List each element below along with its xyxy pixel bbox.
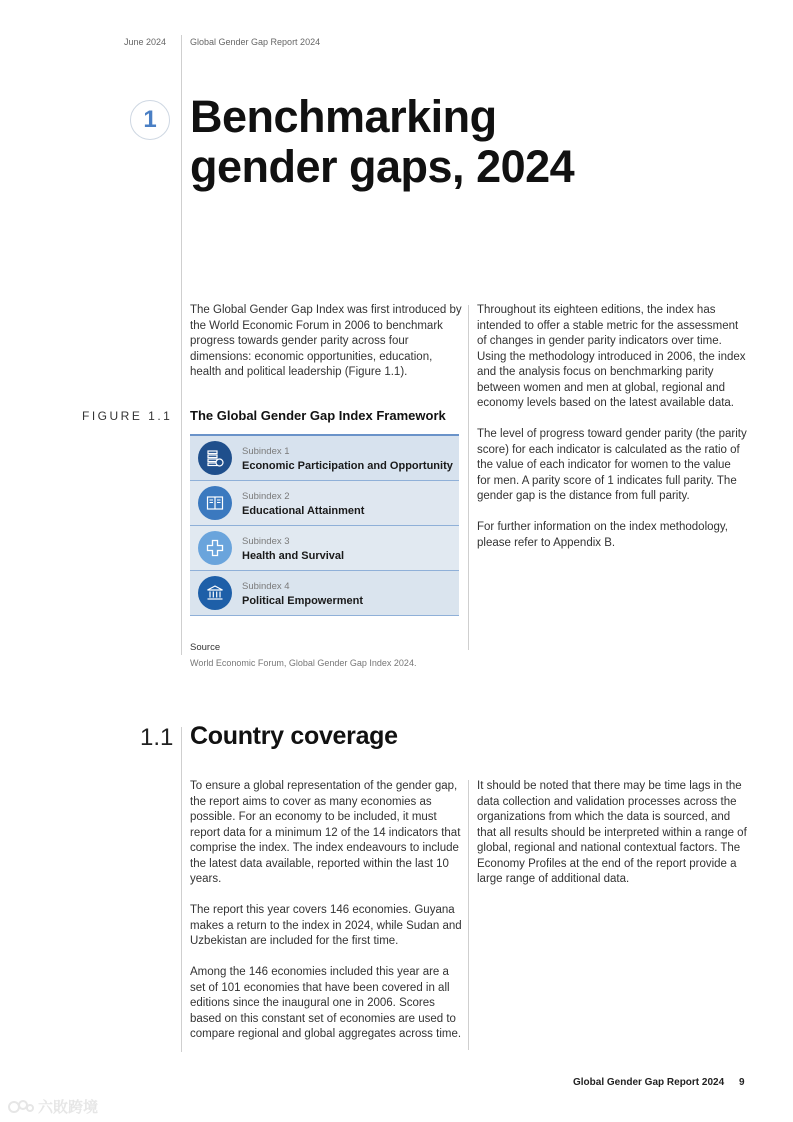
subindex-kicker: Subindex 1	[242, 446, 290, 457]
subindex-row	[190, 436, 459, 481]
watermark-logo-icon	[8, 1099, 34, 1115]
government-building-icon	[198, 576, 232, 610]
subindex-name: Educational Attainment	[242, 505, 365, 517]
section-left-paragraph: To ensure a global representation of the gender gap, the report aims to cover as many economies as possible. For an economy to be included, it must report data for a minimum 12 of the 14 indicators that comprise the index. The index endeavours to include the latest data available, reported within the last 10 years.	[190, 780, 461, 885]
watermark	[8, 1096, 98, 1117]
section-title: Country coverage	[190, 722, 398, 750]
section-right-column	[477, 779, 749, 903]
chapter-title	[190, 92, 750, 192]
source-label: Source	[190, 642, 221, 653]
subindex-kicker: Subindex 3	[242, 536, 290, 547]
section-left-column	[190, 779, 462, 1058]
subindex-name: Political Empowerment	[242, 595, 364, 607]
section-left-paragraph: The report this year covers 146 economies. Guyana makes a return to the index in 2024, while Sudan and Uzbekistan are included for the first time.	[190, 904, 462, 947]
source-text: World Economic Forum, Global Gender Gap Index 2024.	[190, 658, 417, 668]
framework-diagram	[190, 434, 459, 616]
subindex-row	[190, 571, 459, 616]
section-right-paragraph: It should be noted that there may be time lags in the data collection and validation processes across the organizations from which the data is sourced, and that all results should be interpreted within a range of global, regional and national contextual factors. The Economy Profiles at the end of the report provide a large range of additional data.	[477, 780, 747, 885]
intro-left-paragraph: The Global Gender Gap Index was first introduced by the World Economic Forum in 2006 to benchmark progress towards gender parity across four dimensions: economic opportunities, education, health and political leadership (Figure 1.1).	[190, 304, 462, 378]
health-cross-icon	[198, 531, 232, 565]
subindex-kicker: Subindex 4	[242, 581, 290, 592]
left-rule-bottom	[181, 727, 182, 1052]
subindex-name: Health and Survival	[242, 550, 345, 562]
subindex-row	[190, 526, 459, 571]
left-rule-top	[181, 35, 182, 655]
subindex-row	[190, 481, 459, 526]
header-date: June 2024	[124, 37, 167, 47]
figure-title: The Global Gender Gap Index Framework	[190, 408, 446, 423]
page-number: 9	[739, 1077, 745, 1088]
subindex-kicker: Subindex 2	[242, 491, 290, 502]
economy-icon	[198, 441, 232, 475]
intro-right-paragraph: Throughout its eighteen editions, the index has intended to offer a stable metric for the assessment of changes in gender parity indicators over time. Using the methodology introduced in 2006, the index and the analysis focus on benchmarking parity between women and men at global, regional and economy levels based on the latest available data.	[477, 304, 746, 409]
figure-label: FIGURE 1.1	[82, 409, 173, 423]
intro-right-column	[477, 303, 747, 567]
column-rule-top	[468, 305, 469, 650]
intro-right-paragraph: For further information on the index methodology, please refer to Appendix B.	[477, 521, 729, 549]
section-number: 1.1	[140, 724, 174, 751]
chapter-title-line2: gender gaps, 2024	[190, 141, 575, 192]
watermark-text: 六敗跨境	[38, 1099, 99, 1116]
chapter-number-badge: 1	[130, 100, 170, 140]
header-report-title: Global Gender Gap Report 2024	[190, 37, 321, 47]
intro-right-paragraph: The level of progress toward gender parity (the parity score) for each indicator is calculated as the ratio of the value of each indicator for women to the value for men. A parity score of 1 indicates full parity. The gender gap is the distance from full parity.	[477, 428, 747, 502]
footer-report-title: Global Gender Gap Report 2024	[573, 1077, 725, 1088]
section-left-paragraph: Among the 146 economies included this year are a set of 101 economies that have been covered in all editions since the inaugural one in 2006. Scores based on this constant set of economies are used to compare regional and global aggregates across time.	[190, 966, 462, 1040]
subindex-name: Economic Participation and Opportunity	[242, 460, 453, 472]
book-icon	[198, 486, 232, 520]
column-rule-bottom	[468, 780, 469, 1050]
chapter-title-line1: Benchmarking	[190, 91, 497, 142]
